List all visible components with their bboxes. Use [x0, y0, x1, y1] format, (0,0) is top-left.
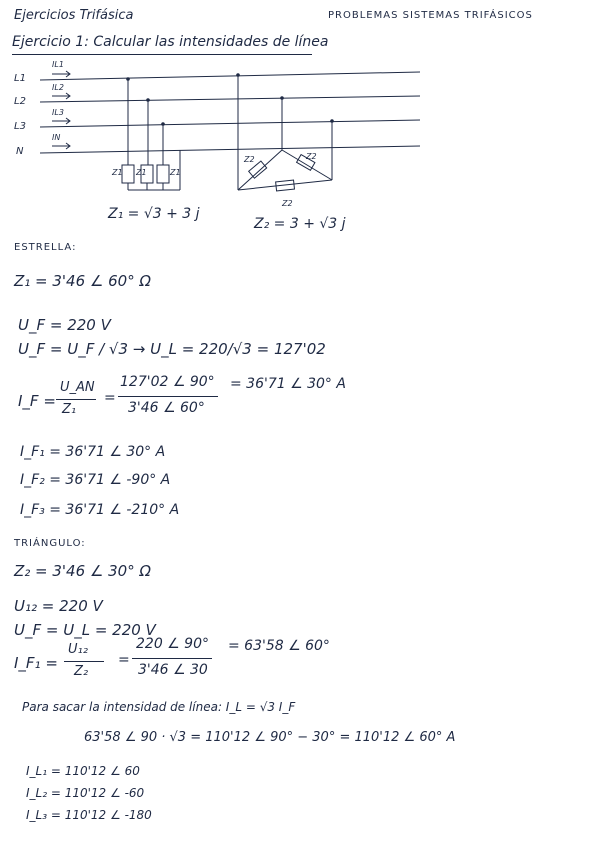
star-z-label-3: Z1 — [170, 168, 181, 177]
star-if2: I_F₂ = 36'71 ∠ -90° A — [20, 472, 171, 488]
delta-heading: TRIÁNGULO: — [14, 538, 86, 549]
delta-if-den: Z₂ — [74, 664, 89, 679]
current-label-il1: IL1 — [52, 60, 64, 69]
delta-il2: I_L₂ = 110'12 ∠ -60 — [26, 786, 145, 800]
topic-title: PROBLEMAS SISTEMAS TRIFÁSICOS — [328, 10, 533, 21]
line-l3-wire — [40, 120, 420, 127]
star-if-num: U_AN — [60, 380, 95, 395]
star-if3: I_F₃ = 36'71 ∠ -210° A — [20, 502, 180, 518]
delta-if-fraction-bar — [64, 661, 104, 662]
line-label-l3: L3 — [14, 121, 26, 132]
subject-title: Ejercicios Trifásica — [14, 8, 134, 23]
delta-u12: U₁₂ = 220 V — [14, 597, 103, 615]
line-l1-wire — [40, 72, 420, 80]
delta-if-result: = 63'58 ∠ 60° — [228, 638, 330, 654]
star-heading: ESTRELLA: — [14, 242, 77, 253]
current-label-il2: IL2 — [52, 83, 64, 92]
star-if-den2: 3'46 ∠ 60° — [128, 400, 205, 416]
delta-z-label-1: Z2 — [244, 155, 255, 164]
delta-z-label-2: Z2 — [306, 152, 317, 161]
delta-uf-ul: U_F = U_L = 220 V — [14, 621, 156, 639]
star-uf-ul: U_F = U_F / √3 → U_L = 220/√3 = 127'02 — [18, 340, 326, 358]
star-uf: U_F = 220 V — [18, 316, 111, 334]
delta-z-label-3: Z2 — [282, 199, 293, 208]
star-if1: I_F₁ = 36'71 ∠ 30° A — [20, 444, 166, 460]
delta-if-eq: = — [118, 652, 130, 668]
line-n-wire — [40, 146, 420, 153]
z2-value: Z₂ = 3 + √3 j — [254, 216, 346, 232]
star-if-lhs: I_F = — [18, 392, 56, 410]
line-l2-wire — [40, 96, 420, 102]
current-label-in: IN — [52, 133, 61, 142]
line-label-n: N — [16, 146, 24, 157]
star-z-label-1: Z1 — [112, 168, 123, 177]
star-if-fraction-bar-2 — [118, 396, 218, 397]
current-label-il3: IL3 — [52, 108, 64, 117]
delta-if-den2: 3'46 ∠ 30 — [138, 662, 208, 678]
line-label-l1: L1 — [14, 73, 26, 84]
star-if-fraction-bar — [56, 399, 96, 400]
delta-if-fraction-bar-2 — [132, 658, 212, 659]
delta-if-num2: 220 ∠ 90° — [136, 636, 209, 652]
star-if-den: Z₁ — [62, 402, 77, 417]
star-impedance-1 — [122, 165, 134, 183]
delta-line-intro: Para sacar la intensidad de línea: I_L = √3 I_F — [22, 700, 296, 714]
star-if-result: = 36'71 ∠ 30° A — [230, 376, 346, 392]
star-z1: Z₁ = 3'46 ∠ 60° Ω — [14, 272, 151, 290]
star-if-num2: 127'02 ∠ 90° — [120, 374, 215, 390]
star-z-label-2: Z1 — [136, 168, 147, 177]
star-if-eq: = — [104, 390, 116, 406]
delta-if-lhs: I_F₁ = — [14, 654, 58, 672]
z1-value: Z₁ = √3 + 3 j — [108, 206, 200, 222]
star-impedance-3 — [157, 165, 169, 183]
delta-if-num: U₁₂ — [68, 642, 88, 657]
line-label-l2: L2 — [14, 96, 26, 107]
delta-line-calc: 63'58 ∠ 90 · √3 = 110'12 ∠ 90° − 30° = 110'12 ∠ 60° A — [84, 730, 456, 745]
delta-il1: I_L₁ = 110'12 ∠ 60 — [26, 764, 140, 778]
exercise-title: Ejercicio 1: Calcular las intensidades de línea — [12, 34, 329, 50]
delta-il3: I_L₃ = 110'12 ∠ -180 — [26, 808, 152, 822]
delta-z2: Z₂ = 3'46 ∠ 30° Ω — [14, 562, 151, 580]
